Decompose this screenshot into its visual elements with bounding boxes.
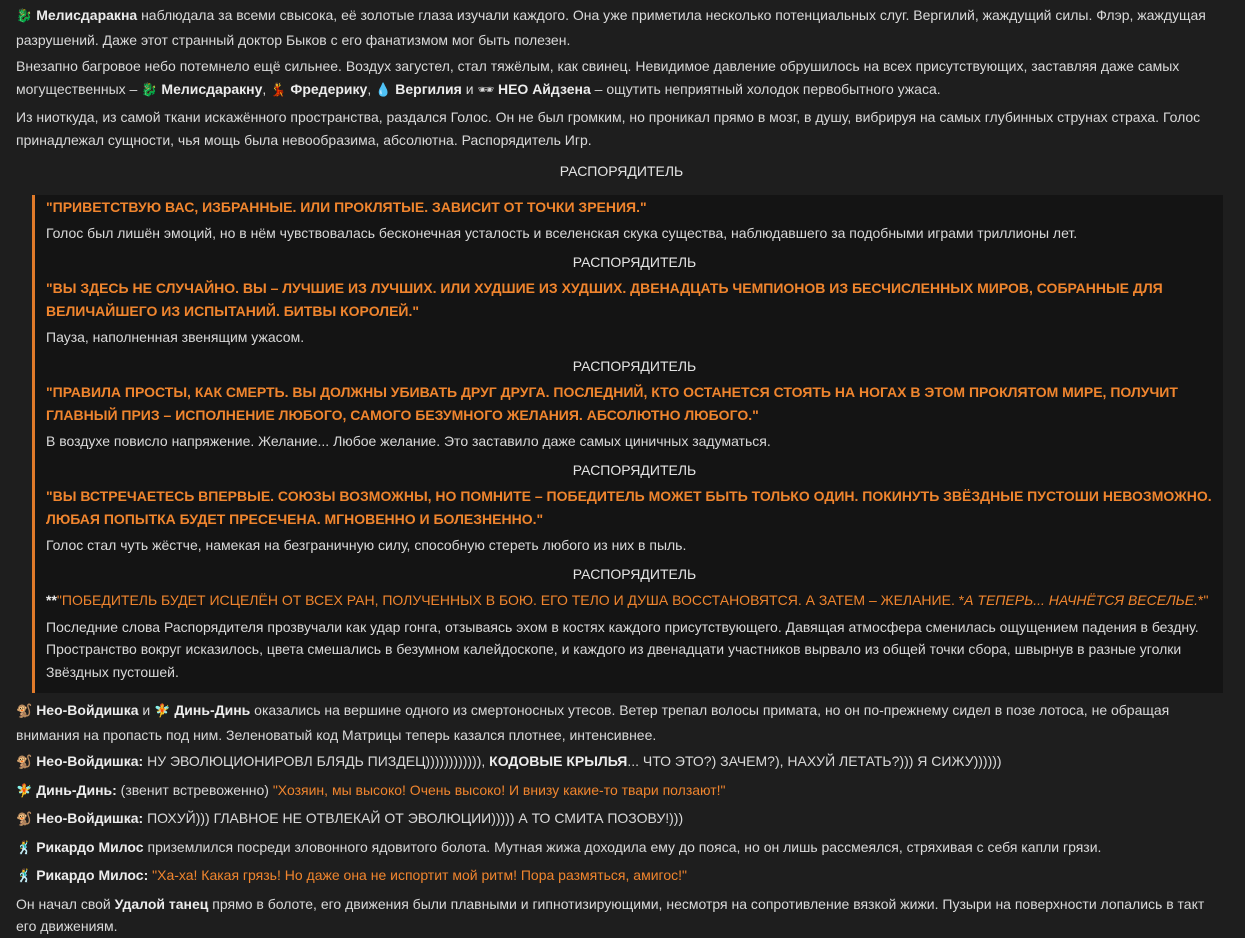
narration-text: наблюдала за всеми свысока, её золотые глаза изучали каждого. Она уже приметила несколько потенциальных слуг. Вергилий, жаждущий силы. Флэр, жаждущая разрушений. Даже этот странный доктор Быков с его фанатизмом мог быть полезен. — [16, 7, 1206, 48]
character-name: Нео-Войдишка: — [36, 753, 144, 769]
character-name: НЕО Айдзена — [497, 80, 591, 97]
dialogue-text: ... ЧТО ЭТО?) ЗАЧЕМ?), НАХУЙ ЛЕТАТЬ?))) Я СИЖУ)))))) — [627, 753, 1002, 769]
quoted-speech: "Хозяин, мы высоко! Очень высоко! И внизу какие-то твари ползают!" — [272, 781, 726, 798]
separator: , — [367, 80, 376, 97]
sunglasses-icon: 🕶 — [477, 82, 494, 98]
character-name: Фредерику — [290, 80, 368, 97]
character-name: Мелисдаракну — [161, 80, 263, 97]
intro-paragraph-1 — [16, 4, 1227, 51]
monkey-icon: 🐒 — [16, 704, 33, 719]
character-name: Динь-Динь: — [36, 781, 117, 798]
dancer-icon: 💃 — [270, 82, 287, 98]
water-drop-icon: 💧 — [375, 82, 392, 98]
quoted-speech: "Ха-ха! Какая грязь! Но даже она не испортит мой ритм! Пора размяться, амигос!" — [152, 867, 687, 883]
character-name: Вергилия — [395, 80, 462, 97]
separator: , — [262, 80, 271, 97]
outro-paragraph-1 — [16, 699, 1227, 746]
dialogue-line — [16, 779, 1227, 804]
announcer-line: "ПРИВЕТСТВУЮ ВАС, ИЗБРАННЫЕ. ИЛИ ПРОКЛЯТЫЕ. ЗАВИСИТ ОТ ТОЧКИ ЗРЕНИЯ." — [46, 198, 647, 215]
dialogue-text: (звенит встревоженно) — [116, 781, 273, 798]
announcer-line: "ВЫ ЗДЕСЬ НЕ СЛУЧАЙНО. ВЫ – ЛУЧШИЕ ИЗ ЛУЧШИХ. ИЛИ ХУДШИЕ ИЗ ХУДШИХ. ДВЕНАДЦАТЬ ЧЕМПИОНОВ ИЗ БЕСЧИСЛЕННЫХ МИРОВ, СОБРАННЫЕ ДЛЯ ВЕЛИЧАЙШЕГО ИЗ ИСПЫТАНИЙ. БИТВЫ КОРОЛЕЙ." — [46, 280, 1163, 319]
fairy-icon: 🧚 — [16, 783, 33, 799]
intro-paragraph-2 — [16, 55, 1227, 102]
character-name: Мелисдаракна — [36, 7, 138, 23]
dialogue-text: НУ ЭВОЛЮЦИОНИРОВЛ БЛЯДЬ ПИЗДЕЦ)))))))))))), — [143, 753, 490, 769]
dialogue-line — [16, 807, 1227, 832]
dragon-icon: 🐉 — [16, 9, 33, 24]
announcer-quote: "ПОБЕДИТЕЛЬ БУДЕТ ИСЦЕЛЁН ОТ ВСЕХ РАН, ПОЛУЧЕННЫХ В БОЮ. ЕГО ТЕЛО И ДУША ВОССТАНОВЯТСЯ. А ЗАТЕМ – ЖЕЛАНИЕ. * — [56, 592, 965, 608]
narration-text: Голос стал чуть жёстче, намекая на безграничную силу, способную стереть любого из них в пыль. — [46, 537, 687, 553]
narration-text: оказались на вершине одного из смертоносных утесов. Ветер трепал волосы примата, но он по-прежнему сидел в позе лотоса, не обращая внимания на пропасть под ним. Зеленоватый код Матрицы теперь казался плотнее, интенсивнее. — [16, 702, 1170, 743]
narration-text: Внезапно багровое небо потемнело ещё сильнее. Воздух загустел, стал тяжёлым, как свинец. Невидимое давление обрушилось на всех присутствующих, заставляя даже самых могущественных – — [16, 58, 1180, 97]
narration-text: Пауза, наполненная звенящим ужасом. — [46, 329, 305, 345]
narration-line — [16, 836, 1227, 861]
dancing-man-icon: 🕺 — [16, 869, 33, 884]
announcer-quote-block — [32, 195, 1223, 694]
narration-line — [16, 893, 1227, 938]
monkey-icon: 🐒 — [16, 812, 33, 827]
narration-text: Голос был лишён эмоций, но в нём чувствовалась бесконечная усталость и вселенская скука существа, наблюдавшего за подобными играми триллионы лет. — [46, 225, 1078, 241]
markdown-stars: ** — [46, 592, 57, 608]
narration-text: приземлился посреди зловонного ядовитого болота. Мутная жижа доходила ему до пояса, но он лишь рассмеялся, стряхивая с себя капли грязи. — [143, 838, 1102, 855]
speaker-label: РАСПОРЯДИТЕЛЬ — [572, 565, 697, 582]
announcer-line: "ВЫ ВСТРЕЧАЕТЕСЬ ВПЕРВЫЕ. СОЮЗЫ ВОЗМОЖНЫ, НО ПОМНИТЕ – ПОБЕДИТЕЛЬ МОЖЕТ БЫТЬ ТОЛЬКО ОДИН. ПОКИНУТЬ ЗВЁЗДНЫЕ ПУСТОШИ НЕВОЗМОЖНО. ЛЮБАЯ ПОПЫТКА БУДЕТ ПРЕСЕЧЕНА. МГНОВЕННО И БОЛЕЗНЕННО." — [46, 488, 1212, 527]
announcer-quote-italic: А ТЕПЕРЬ... НАЧНЁТСЯ ВЕСЕЛЬЕ. — [964, 592, 1199, 608]
dragon-icon: 🐉 — [141, 82, 158, 98]
speaker-label: РАСПОРЯДИТЕЛЬ — [572, 461, 697, 478]
speaker-label: РАСПОРЯДИТЕЛЬ — [572, 357, 697, 374]
narration-text: – ощутить неприятный холодок первобытного ужаса. — [590, 80, 941, 97]
narration-text: Последние слова Распорядителя прозвучали как удар гонга, отзываясь эхом в костях каждого присутствующего. Давящая атмосфера сменилась ощущением падения в бездну. Пространство вокруг исказилось, цвета смешались в безумном калейдоскопе, и каждого из двенадцати участников вырвало из общей точки сбора, швырнув в разные уголки Звёздных пустошей. — [46, 618, 1199, 680]
announcer-quote: *" — [1198, 592, 1209, 608]
speaker-label: РАСПОРЯДИТЕЛЬ — [572, 253, 697, 270]
narration-text: Он начал свой — [16, 895, 115, 912]
bold-text: КОДОВЫЕ КРЫЛЬЯ — [489, 753, 628, 769]
dancing-man-icon: 🕺 — [16, 840, 33, 856]
narration-text: В воздухе повисло напряжение. Желание... Любое желание. Это заставило даже самых циничных задуматься. — [46, 433, 771, 449]
character-name: Динь-Динь — [174, 702, 251, 718]
character-name: Нео-Войдишка: — [36, 810, 144, 826]
character-name: Нео-Войдишка — [36, 702, 139, 718]
separator: и — [461, 80, 478, 97]
monkey-icon: 🐒 — [16, 755, 33, 770]
fairy-icon: 🧚 — [154, 704, 171, 719]
narration-text: прямо в болоте, его движения были плавными и гипнотизирующими, несмотря на сопротивление вязкой жижи. Пузыри на поверхности лопались в такт его движениям. — [16, 895, 1205, 934]
dialogue-line — [16, 750, 1227, 775]
intro-paragraph-3: Из ниоткуда, из самой ткани искажённого пространства, раздался Голос. Он не был громким, но проникал прямо в мозг, в душу, вибрируя на самых глубинных струнах страха. Голос принадлежал сущности, чья мощь была невообразима, абсолютна. Распорядитель Игр. — [16, 109, 1201, 148]
character-name: Рикардо Милос: — [36, 867, 149, 883]
character-name: Рикардо Милос — [36, 838, 144, 855]
bold-text: Удалой танец — [114, 895, 209, 912]
speaker-label: РАСПОРЯДИТЕЛЬ — [559, 163, 684, 179]
announcer-line — [46, 589, 1223, 612]
dialogue-text: ПОХУЙ))) ГЛАВНОЕ НЕ ОТВЛЕКАЙ ОТ ЭВОЛЮЦИИ))))) А ТО СМИТА ПОЗОВУ!))) — [143, 810, 684, 826]
separator: и — [138, 702, 155, 718]
announcer-line: "ПРАВИЛА ПРОСТЫ, КАК СМЕРТЬ. ВЫ ДОЛЖНЫ УБИВАТЬ ДРУГ ДРУГА. ПОСЛЕДНИЙ, КТО ОСТАНЕТСЯ СТОЯТЬ НА НОГАХ В ЭТОМ ПРОКЛЯТОМ МИРЕ, ПОЛУЧИТ ГЛАВНЫЙ ПРИЗ – ИСПОЛНЕНИЕ ЛЮБОГО, САМОГО БЕЗУМНОГО ЖЕЛАНИЯ. АБСОЛЮТНО ЛЮБОГО." — [46, 384, 1178, 423]
dialogue-line — [16, 864, 1227, 889]
